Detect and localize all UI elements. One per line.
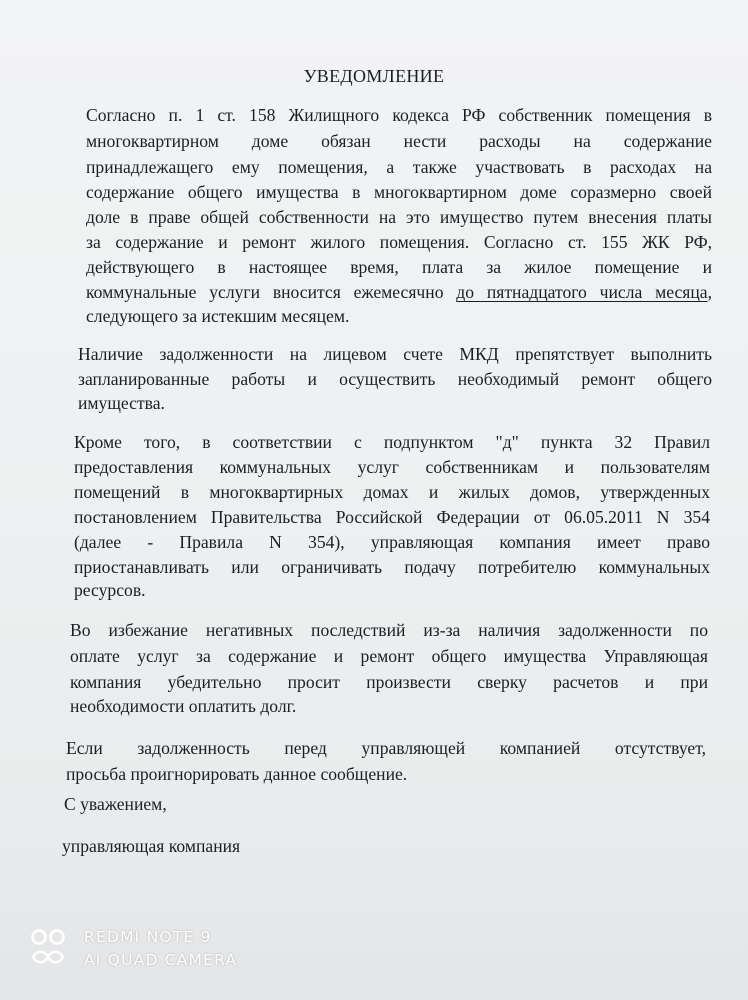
text-line: Кроме того, в соответствии с подпунктом "д" пункта 32 Правил <box>74 432 710 452</box>
text-line: следующего за истекшим месяцем. <box>86 306 350 326</box>
watermark-camera: AI QUAD CAMERA <box>84 951 238 969</box>
text-line: принадлежащего ему помещения, а также участвовать в расходах на <box>86 157 712 177</box>
text-line: оплате услуг за содержание и ремонт общего имущества Управляющая <box>70 646 708 666</box>
text-line: содержание общего имущества в многоквартирном доме соразмерно своей <box>86 182 712 202</box>
text-line: ресурсов. <box>74 580 146 600</box>
closing-signature: управляющая компания <box>62 836 241 856</box>
dual-camera-icon <box>30 926 76 968</box>
text-line: постановлением Правительства Российской Федерации от 06.05.2011 N 354 <box>74 507 710 527</box>
text-line: имущества. <box>78 393 165 413</box>
watermark-model: REDMI NOTE 9 <box>84 928 212 946</box>
text-line: доле в праве общей собственности на это имущество путем внесения платы <box>86 207 712 227</box>
text-fragment: коммунальные услуги вносится ежемесячно <box>86 282 457 302</box>
text-line: Наличие задолженности на лицевом счете МКД препятствует выполнить <box>78 344 712 364</box>
text-line: действующего в настоящее время, плата за жилое помещение и <box>86 257 712 277</box>
text-line: за содержание и ремонт жилого помещения. Согласно ст. 155 ЖК РФ, <box>86 232 712 252</box>
text-line: просьба проигнорировать данное сообщение. <box>66 764 408 784</box>
text-line: предоставления коммунальных услуг собственникам и пользователям <box>74 457 710 477</box>
text-line: Согласно п. 1 ст. 158 Жилищного кодекса РФ собственник помещения в <box>86 105 712 125</box>
text-line: (далее - Правила N 354), управляющая компания имеет право <box>74 532 710 552</box>
text-line: многоквартирном доме обязан нести расходы на содержание <box>86 131 712 151</box>
text-line: необходимости оплатить долг. <box>70 696 297 716</box>
underlined-deadline: до пятнадцатого числа месяца <box>456 282 708 302</box>
closing-regards: С уважением, <box>64 794 167 814</box>
text-line: компания убедительно просит произвести сверку расчетов и при <box>70 672 708 692</box>
text-line: помещений в многоквартирных домах и жилых домов, утвержденных <box>74 482 710 502</box>
text-line-payment-deadline <box>86 280 712 304</box>
text-line: Если задолженность перед управляющей компанией отсутствует, <box>66 738 706 758</box>
text-line: приостанавливать или ограничивать подачу потребителю коммунальных <box>74 557 710 577</box>
text-line: запланированные работы и осуществить необходимый ремонт общего <box>78 369 712 389</box>
text-line: Во избежание негативных последствий из-за наличия задолженности по <box>70 620 708 640</box>
text-fragment: , <box>707 282 712 302</box>
document-title: УВЕДОМЛЕНИЕ <box>303 66 445 86</box>
